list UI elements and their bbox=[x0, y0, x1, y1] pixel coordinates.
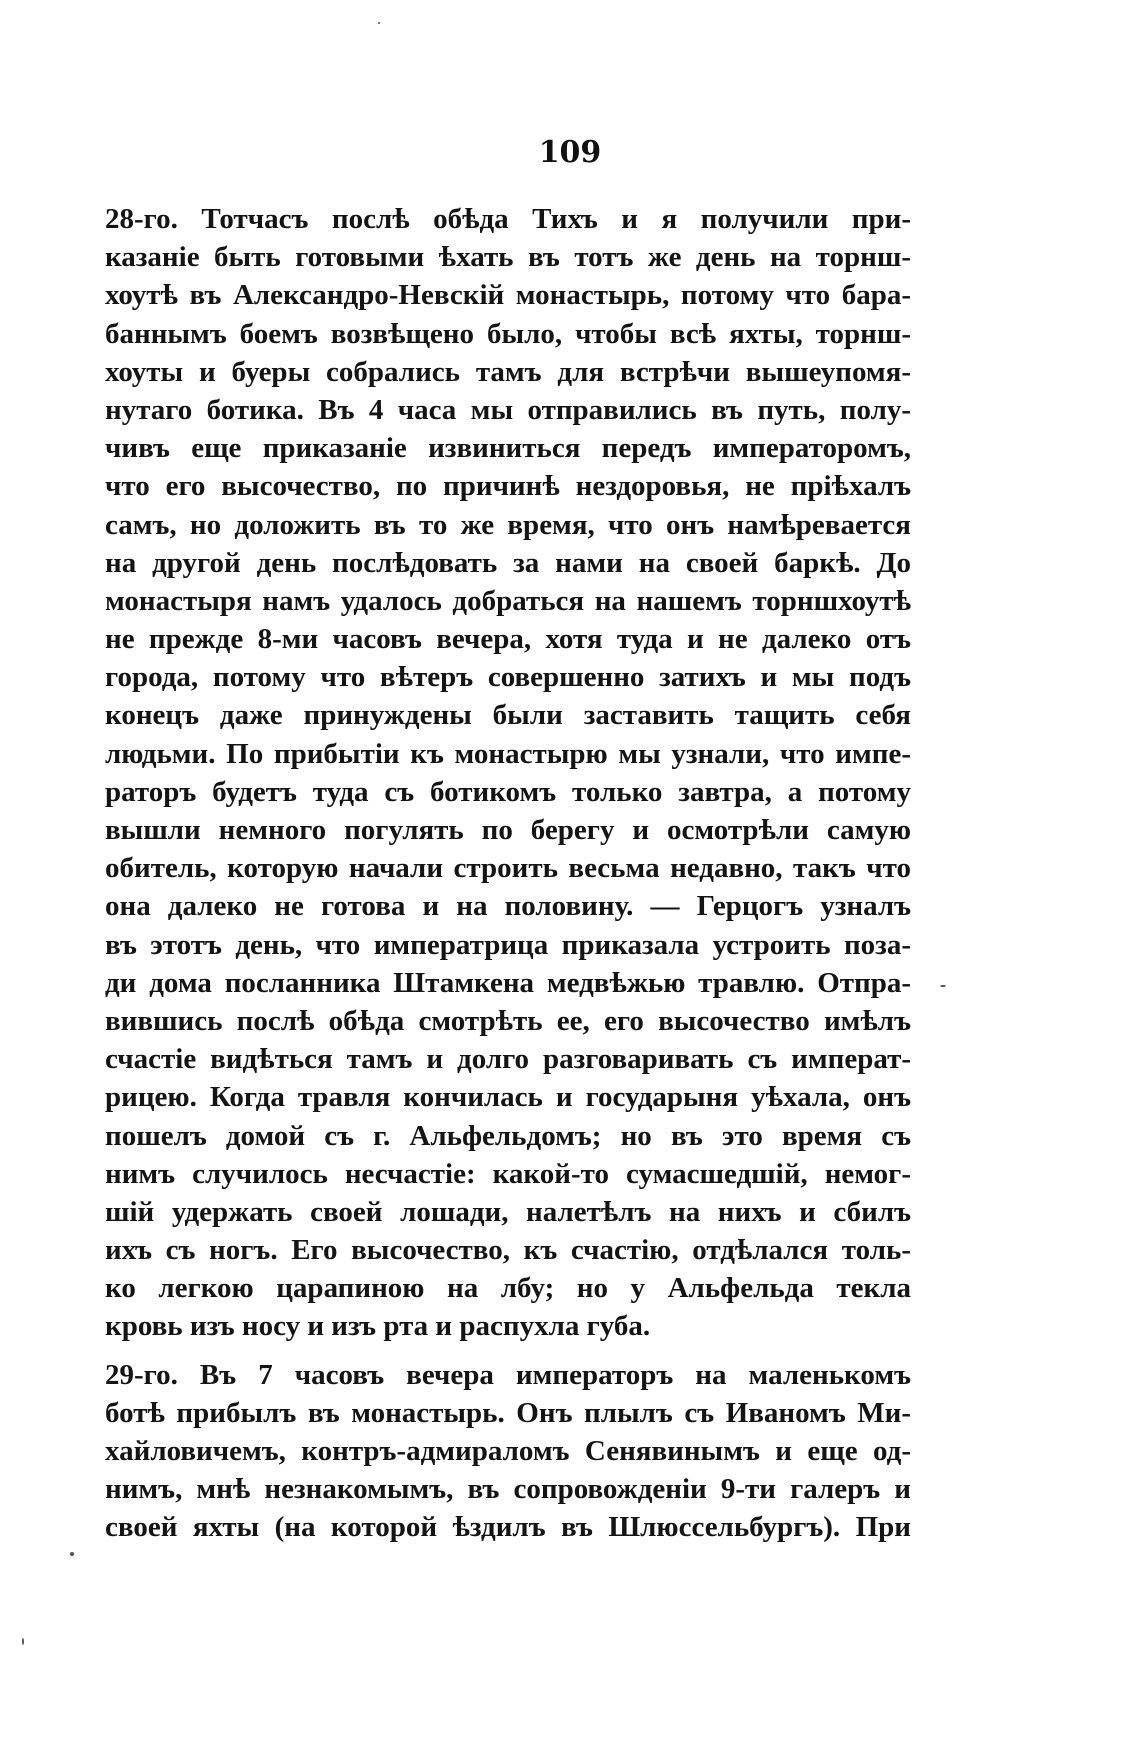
scan-speck bbox=[378, 22, 380, 24]
text-line: города, потому что вѣтеръ совершенно затихъ и мы подъ bbox=[105, 661, 911, 694]
text-line: пошелъ домой съ г. Альфельдомъ; но въ это время съ bbox=[105, 1119, 911, 1152]
text-line: казаніе быть готовыми ѣхать въ тотъ же день на торнш- bbox=[105, 241, 911, 274]
text-line: людьми. По прибытіи къ монастырю мы узнали, что импе- bbox=[105, 737, 911, 770]
paragraph-29 bbox=[105, 1356, 911, 1547]
text-line: она далеко не готова и на половину. — Герцогъ узналъ bbox=[105, 890, 911, 923]
text-line: конецъ даже принуждены были заставить тащить себя bbox=[105, 699, 911, 732]
text-line: хайловичемъ, контръ-адмираломъ Сенявинымъ и еще од- bbox=[105, 1435, 911, 1467]
text-line: раторъ будетъ туда съ ботикомъ только завтра, а потому bbox=[105, 775, 911, 808]
text-line: на другой день послѣдовать за нами на своей баркѣ. До bbox=[105, 546, 911, 579]
text-line: не прежде 8-ми часовъ вечера, хотя туда и не далеко отъ bbox=[105, 623, 911, 656]
text-line: 29-го. Въ 7 часовъ вечера императоръ на маленькомъ bbox=[105, 1358, 911, 1391]
scan-speck bbox=[940, 985, 946, 987]
text-line: ботѣ прибылъ въ монастырь. Онъ плылъ съ Иваномъ Ми- bbox=[105, 1396, 911, 1429]
text-line: ихъ съ ногъ. Его высочество, къ счастію, отдѣлался толь- bbox=[105, 1234, 911, 1267]
text-line: нимъ случилось несчастіе: какой-то сумасшедшій, немог- bbox=[105, 1157, 911, 1190]
body-text bbox=[105, 200, 911, 1547]
paragraph-gap bbox=[105, 1346, 911, 1356]
text-line: хоуты и буеры собрались тамъ для встрѣчи вышеупомя- bbox=[105, 355, 911, 388]
paragraph-28 bbox=[105, 200, 911, 1346]
text-line: хоутѣ въ Александро-Невскій монастырь, потому что бара- bbox=[105, 279, 911, 312]
text-line: самъ, но доложить въ то же время, что онъ намѣревается bbox=[105, 508, 911, 541]
text-line: вившись послѣ обѣда смотрѣть ее, его высочество имѣлъ bbox=[105, 1004, 911, 1037]
text-line: нутаго ботика. Въ 4 часа мы отправились въ путь, полу- bbox=[105, 393, 911, 426]
page-number: 109 bbox=[538, 135, 602, 170]
scan-speck bbox=[70, 1552, 74, 1556]
text-line: ди дома посланника Штамкена медвѣжью травлю. Отпра- bbox=[105, 966, 911, 999]
text-line: нимъ, мнѣ незнакомымъ, въ сопровожденіи 9-ти галеръ и bbox=[105, 1473, 911, 1506]
text-line: шій удержать своей лошади, налетѣлъ на нихъ и сбилъ bbox=[105, 1195, 911, 1228]
text-line: монастыря намъ удалось добраться на нашемъ торншхоутѣ bbox=[105, 584, 911, 617]
text-line: обитель, которую начали строить весьма недавно, такъ что bbox=[105, 852, 911, 885]
text-line: ко легкою царапиною на лбу; но у Альфельда текла bbox=[105, 1272, 911, 1305]
text-line: баннымъ боемъ возвѣщено было, чтобы всѣ яхты, торнш- bbox=[105, 317, 911, 350]
text-line: что его высочество, по причинѣ нездоровья, не пріѣхалъ bbox=[105, 470, 911, 503]
text-line: счастіе видѣться тамъ и долго разговаривать съ императ- bbox=[105, 1043, 911, 1076]
text-line: своей яхты (на которой ѣздилъ въ Шлюссельбургъ). При bbox=[105, 1511, 911, 1544]
text-line: вышли немного погулять по берегу и осмотрѣли самую bbox=[105, 814, 911, 846]
text-line: чивъ еще приказаніе извиниться передъ императоромъ, bbox=[105, 432, 911, 465]
text-line: 28-го. Тотчасъ послѣ обѣда Тихъ и я получили при- bbox=[105, 203, 911, 235]
text-line: въ этотъ день, что императрица приказала устроить поза- bbox=[105, 928, 911, 961]
text-line: кровь изъ носу и изъ рта и распухла губа. bbox=[105, 1310, 651, 1343]
scan-speck bbox=[22, 1638, 24, 1645]
text-line: рицею. Когда травля кончилась и государыня уѣхала, онъ bbox=[105, 1081, 911, 1114]
